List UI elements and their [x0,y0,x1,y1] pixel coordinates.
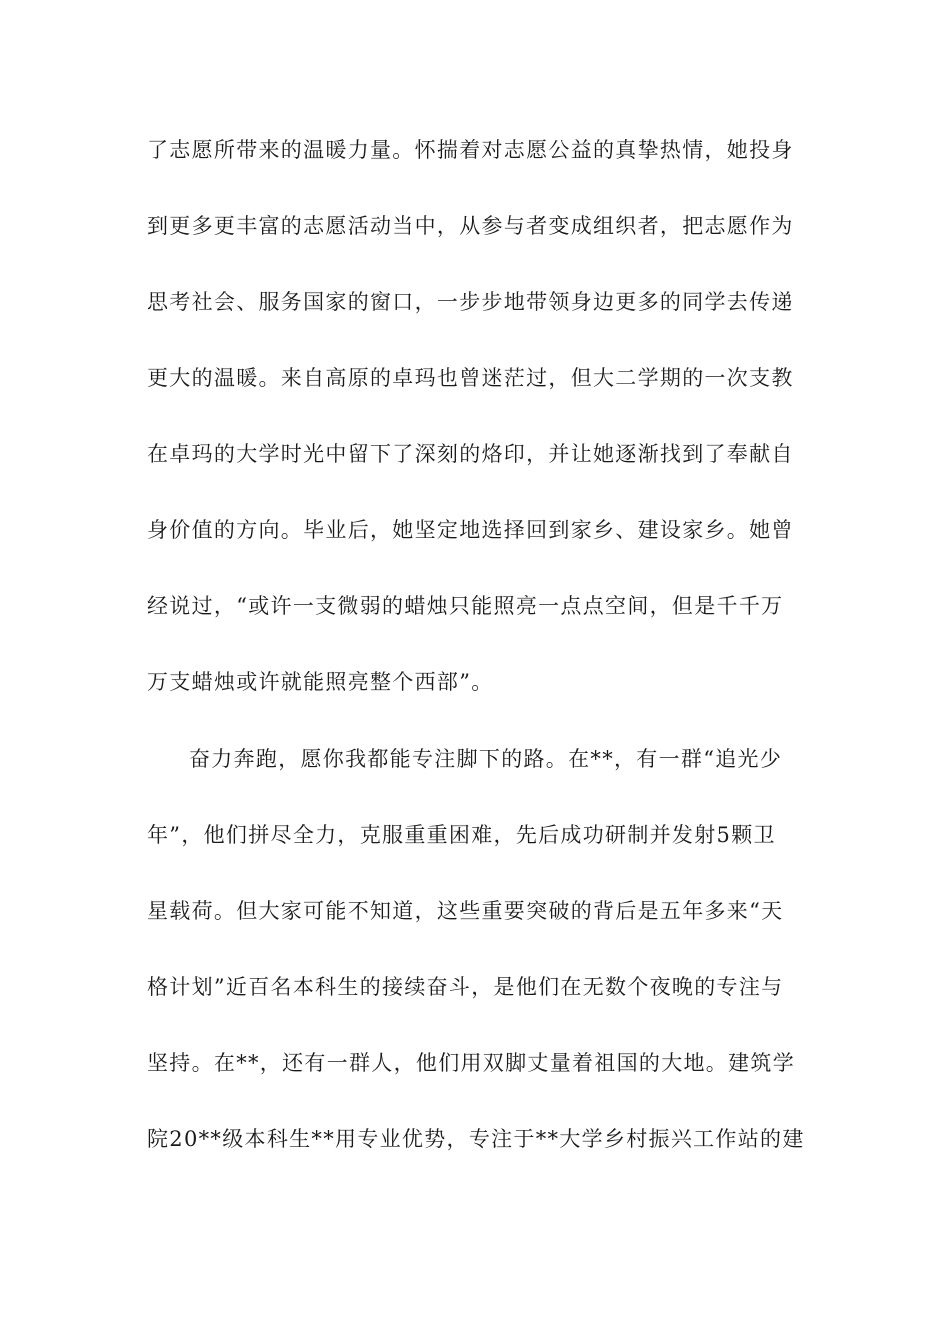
text-line-11: 星载荷。但大家可能不知道，这些重要突破的背后是五年多来“天 [147,899,784,923]
text-line-9: 奋力奔跑，愿你我都能专注脚下的路。在**，有一群“追光少 [189,747,783,771]
text-line-6: 身价值的方向。毕业后，她坚定地选择回到家乡、建设家乡。她曾 [147,518,794,542]
text-line-1: 了志愿所带来的温暖力量。怀揣着对志愿公益的真挚热情，她投身 [147,138,794,162]
text-line-7: 经说过，“或许一支微弱的蜡烛只能照亮一点点空间，但是千千万 [147,594,784,618]
text-line-3: 思考社会、服务国家的窗口，一步步地带领身边更多的同学去传递 [147,290,794,314]
text-line-4: 更大的温暖。来自高原的卓玛也曾迷茫过，但大二学期的一次支教 [147,366,794,390]
text-line-12: 格计划”近百名本科生的接续奋斗，是他们在无数个夜晚的专注与 [147,975,784,999]
text-line-14: 院20**级本科生**用专业优势，专注于**大学乡村振兴工作站的建 [147,1127,805,1151]
text-line-13: 坚持。在**，还有一群人，他们用双脚丈量着祖国的大地。建筑学 [147,1051,795,1075]
text-line-8: 万支蜡烛或许就能照亮整个西部”。 [147,670,494,694]
text-line-10: 年”，他们拼尽全力，克服重重困难，先后成功研制并发射5颗卫 [147,823,776,847]
text-line-2: 到更多更丰富的志愿活动当中，从参与者变成组织者，把志愿作为 [147,214,794,238]
text-line-5: 在卓玛的大学时光中留下了深刻的烙印，并让她逐渐找到了奉献自 [147,442,794,466]
